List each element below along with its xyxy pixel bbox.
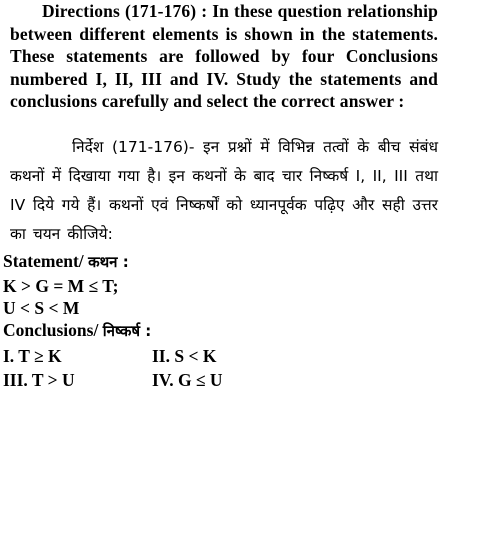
statement-1: K > G = M ≤ T; xyxy=(3,276,119,296)
conclusion-2: II. S < K xyxy=(152,346,217,366)
conclusion-3: III. T > U xyxy=(3,370,75,390)
conclusions-label-en: Conclusions/ xyxy=(3,320,103,340)
statement-2: U < S < M xyxy=(3,298,80,318)
statement-heading xyxy=(3,250,129,273)
statement-label-hi: कथन : xyxy=(88,253,129,271)
cropped-text-remnant xyxy=(8,389,228,395)
conclusions-label-hi: निष्कर्ष : xyxy=(102,322,152,340)
conclusion-4: IV. G ≤ U xyxy=(152,370,223,390)
conclusions-heading xyxy=(3,319,151,342)
statement-label-en: Statement/ xyxy=(3,251,89,271)
conclusion-1: I. T ≥ K xyxy=(3,346,62,366)
directions-english: Directions (171-176) : In these question relationship between different elements is shown in the statements. These statements are followed by four Conclusions numbered I, II, III and IV. Study the statements and conclusions carefully and select the correct answer : xyxy=(10,1,438,111)
directions-hindi: निर्देश (171-176)- इन प्रश्नों में विभिन्न तत्वों के बीच संबंध कथनों में दिखाया गया है। इन कथनों के बाद चार निष्कर्ष I, II, III तथा IV दिये गये हैं। कथनों एवं निष्कर्षों को ध्यानपूर्वक पढ़िए और सही उत्तर का चयन कीजिये: xyxy=(10,138,438,243)
